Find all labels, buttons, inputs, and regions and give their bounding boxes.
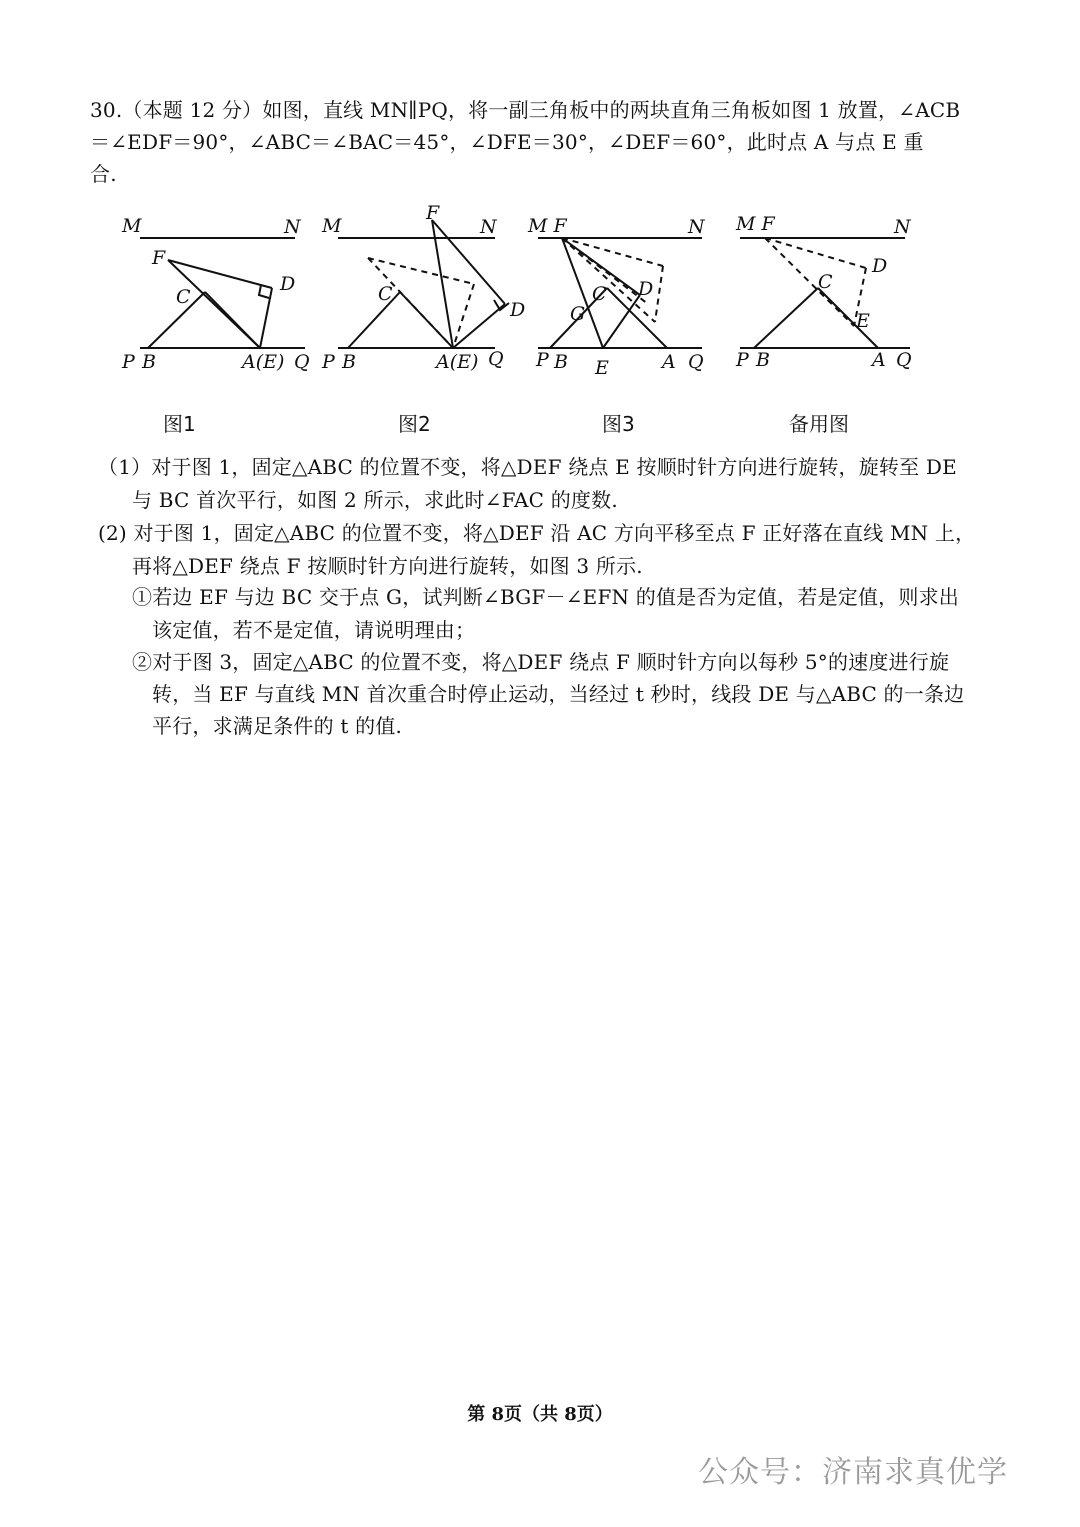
label-d: D bbox=[638, 278, 654, 300]
label-c: C bbox=[378, 283, 393, 305]
question-2b-line-3: 平行，求满足条件的 t 的值. bbox=[152, 714, 403, 738]
label-n: N bbox=[894, 216, 911, 238]
label-ae: A(E) bbox=[242, 351, 285, 373]
label-mf: M F bbox=[736, 213, 775, 235]
question-2b-line-2: 转，当 EF 与直线 MN 首次重合时停止运动，当经过 t 秒时，线段 DE 与△ABC 的一条边 bbox=[152, 682, 965, 706]
label-a: A bbox=[662, 351, 676, 373]
label-c: C bbox=[592, 283, 607, 305]
watermark: 公众号：济南求真优学 bbox=[698, 1455, 1008, 1490]
label-b: B bbox=[142, 351, 156, 373]
label-q: Q bbox=[294, 351, 310, 373]
caption-figure-1: 图1 bbox=[163, 412, 196, 436]
label-ae: A(E) bbox=[436, 351, 479, 373]
label-p: P bbox=[736, 349, 749, 371]
question-2-line-1: (2) 对于图 1，固定△ABC 的位置不变，将△DEF 沿 AC 方向平移至点 F 正好落在直线 MN 上， bbox=[98, 521, 976, 545]
caption-figure-backup: 备用图 bbox=[789, 412, 849, 436]
label-f: F bbox=[426, 202, 440, 224]
label-n: N bbox=[284, 216, 301, 238]
label-q: Q bbox=[488, 348, 504, 370]
question-2a-line-1: ①若边 EF 与边 BC 交于点 G，试判断∠BGF－∠EFN 的值是否为定值，若是定值，则求出 bbox=[132, 585, 959, 609]
label-m: M bbox=[122, 215, 142, 237]
label-b: B bbox=[756, 349, 770, 371]
label-b: B bbox=[554, 351, 568, 373]
label-b: B bbox=[342, 351, 356, 373]
label-e: E bbox=[856, 310, 870, 332]
question-2a-line-2: 该定值，若不是定值，请说明理由； bbox=[152, 618, 476, 642]
label-q: Q bbox=[688, 351, 704, 373]
label-q: Q bbox=[896, 349, 912, 371]
question-1-line-1: （1）对于图 1，固定△ABC 的位置不变，将△DEF 绕点 E 按顺时针方向进行旋转，旋转至 DE bbox=[98, 455, 957, 479]
label-mf: M F bbox=[528, 215, 567, 237]
caption-figure-2: 图2 bbox=[398, 412, 431, 436]
label-p: P bbox=[536, 349, 549, 371]
label-a: A bbox=[872, 349, 886, 371]
label-p: P bbox=[122, 351, 135, 373]
label-e: E bbox=[595, 357, 609, 379]
label-c: C bbox=[176, 286, 191, 308]
question-2b-line-1: ②对于图 3，固定△ABC 的位置不变，将△DEF 绕点 F 顺时针方向以每秒 5°的速度进行旋 bbox=[132, 650, 950, 674]
question-2-line-2: 再将△DEF 绕点 F 按顺时针方向进行旋转，如图 3 所示. bbox=[132, 554, 643, 578]
caption-figure-3: 图3 bbox=[602, 412, 635, 436]
label-f: F bbox=[152, 247, 166, 269]
label-m: M bbox=[322, 215, 342, 237]
label-c: C bbox=[818, 271, 833, 293]
label-p: P bbox=[322, 351, 335, 373]
figure-2 bbox=[338, 220, 509, 348]
label-d: D bbox=[280, 273, 296, 295]
figures-row bbox=[110, 200, 930, 400]
problem-line-1: 30.（本题 12 分）如图，直线 MN∥PQ，将一副三角板中的两块直角三角板如图 1 放置，∠ACB bbox=[90, 98, 961, 122]
geometry-figures bbox=[110, 200, 930, 400]
label-n: N bbox=[688, 216, 705, 238]
problem-line-2: ＝∠EDF＝90°，∠ABC＝∠BAC＝45°，∠DFE＝30°，∠DEF＝60°，此时点 A 与点 E 重 bbox=[90, 130, 924, 154]
question-1-line-2: 与 BC 首次平行，如图 2 所示，求此时∠FAC 的度数. bbox=[132, 488, 618, 512]
problem-line-3: 合. bbox=[90, 162, 117, 186]
label-n: N bbox=[480, 216, 497, 238]
label-g: G bbox=[570, 303, 586, 325]
figure-3 bbox=[538, 238, 702, 348]
label-d: D bbox=[510, 299, 526, 321]
label-d: D bbox=[872, 255, 888, 277]
page-footer: 第 8页（共 8页） bbox=[467, 1404, 613, 1425]
